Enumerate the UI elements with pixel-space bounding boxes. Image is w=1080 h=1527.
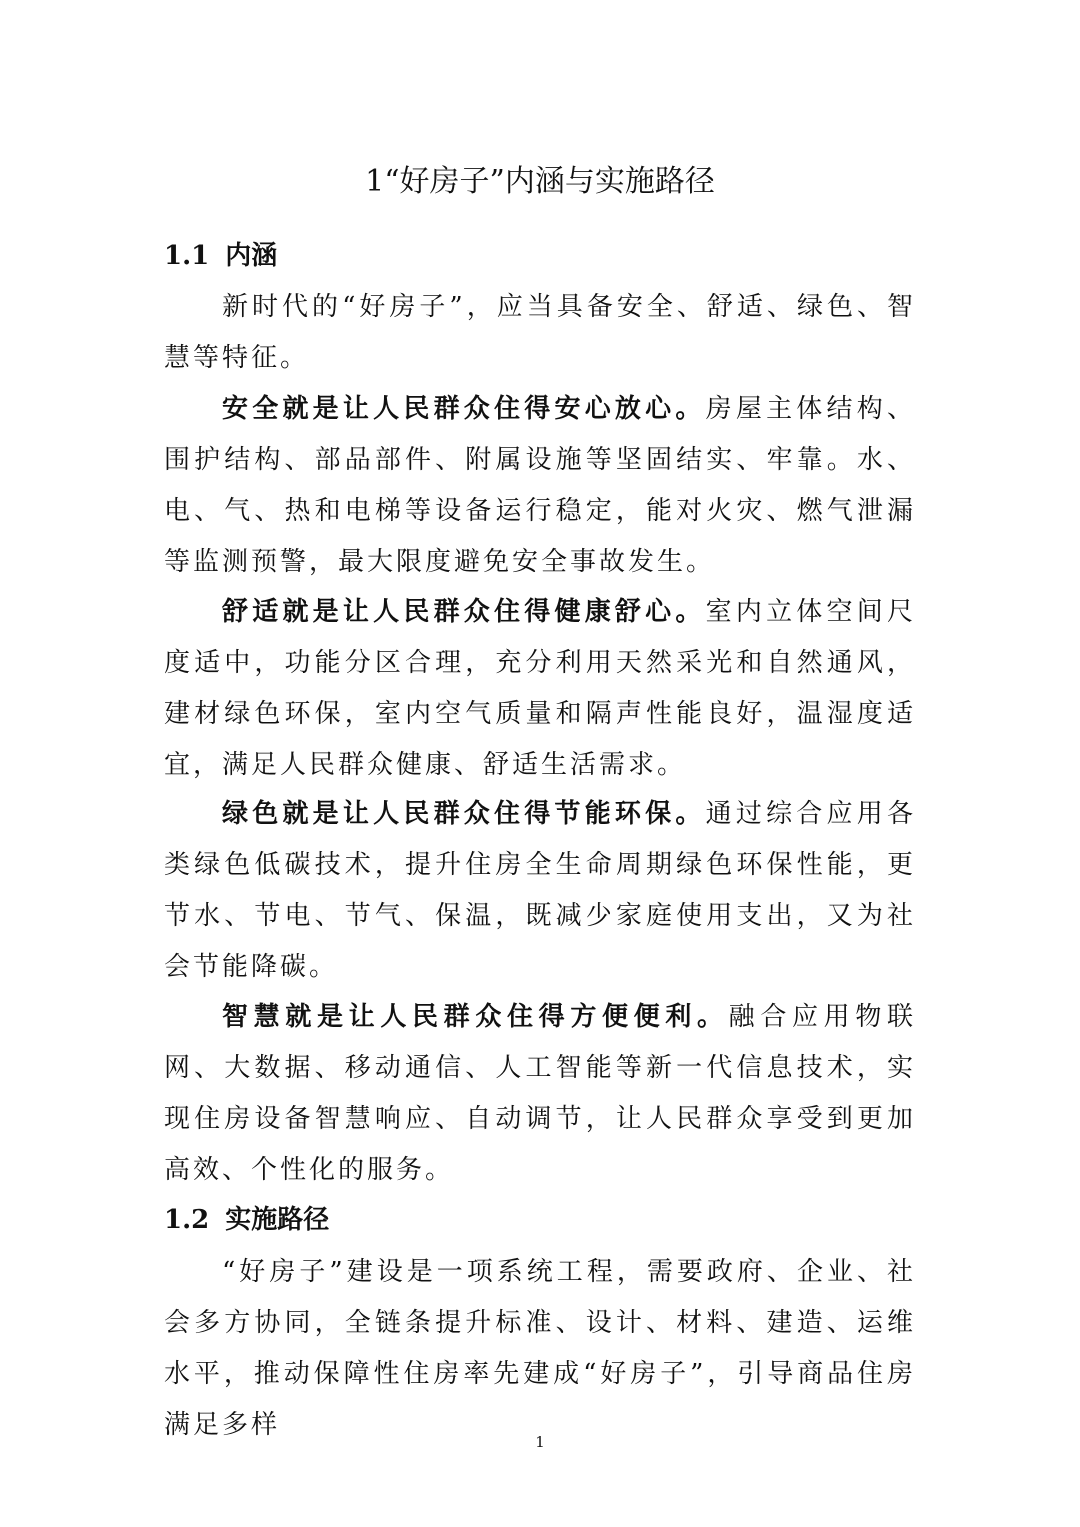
document-title: 1“好房子”内涵与实施路径 [365, 164, 715, 199]
paragraph-lead: 绿色就是让人民群众住得节能环保。 [222, 799, 706, 829]
section-number: 1.1 [164, 241, 210, 271]
page-number: 1 [535, 1433, 545, 1451]
paragraph-text: “好房子”建设是一项系统工程，需要政府、企业、社会多方协同，全链条提升标准、设计、材料、建造、运维水平，推动保障性住房率先建成“好房子”，引导商品住房满足多样 [164, 1257, 916, 1440]
paragraph-text: 房屋主体结构、围护结构、部品部件、附属设施等坚固结实、牢靠。水、电、气、热和电梯等设备运行稳定，能对火灾、燃气泄漏等监测预警，最大限度避免安全事故发生。 [164, 394, 916, 577]
section-title: 实施路径 [225, 1205, 330, 1235]
section-number: 1.2 [164, 1205, 210, 1235]
paragraph-text: 通过综合应用各类绿色低碳技术，提升住房全生命周期绿色环保性能，更节水、节电、节气、保温，既减少家庭使用支出，又为社会节能降碳。 [164, 799, 916, 982]
section-heading-1-2 [164, 1200, 329, 1240]
paragraph-features [164, 282, 916, 384]
paragraph-smart [164, 992, 916, 1196]
paragraph-safety [164, 384, 916, 588]
paragraph-lead: 舒适就是让人民群众住得健康舒心。 [222, 597, 706, 627]
paragraph-lead: 安全就是让人民群众住得安心放心。 [222, 394, 706, 424]
section-heading-1-1 [164, 236, 277, 276]
paragraph-text: 融合应用物联网、大数据、移动通信、人工智能等新一代信息技术，实现住房设备智慧响应、自动调节，让人民群众享受到更加高效、个性化的服务。 [164, 1002, 916, 1185]
paragraph-text: 新时代的“好房子”，应当具备安全、舒适、绿色、智慧等特征。 [164, 292, 916, 373]
section-title: 内涵 [225, 241, 278, 271]
paragraph-comfort [164, 587, 916, 791]
paragraph-green [164, 789, 916, 993]
paragraph-text: 室内立体空间尺度适中，功能分区合理，充分利用天然采光和自然通风，建材绿色环保，室内空气质量和隔声性能良好，温湿度适宜，满足人民群众健康、舒适生活需求。 [164, 597, 916, 780]
paragraph-implementation [164, 1247, 916, 1451]
paragraph-lead: 智慧就是让人民群众住得方便便利。 [222, 1002, 729, 1032]
